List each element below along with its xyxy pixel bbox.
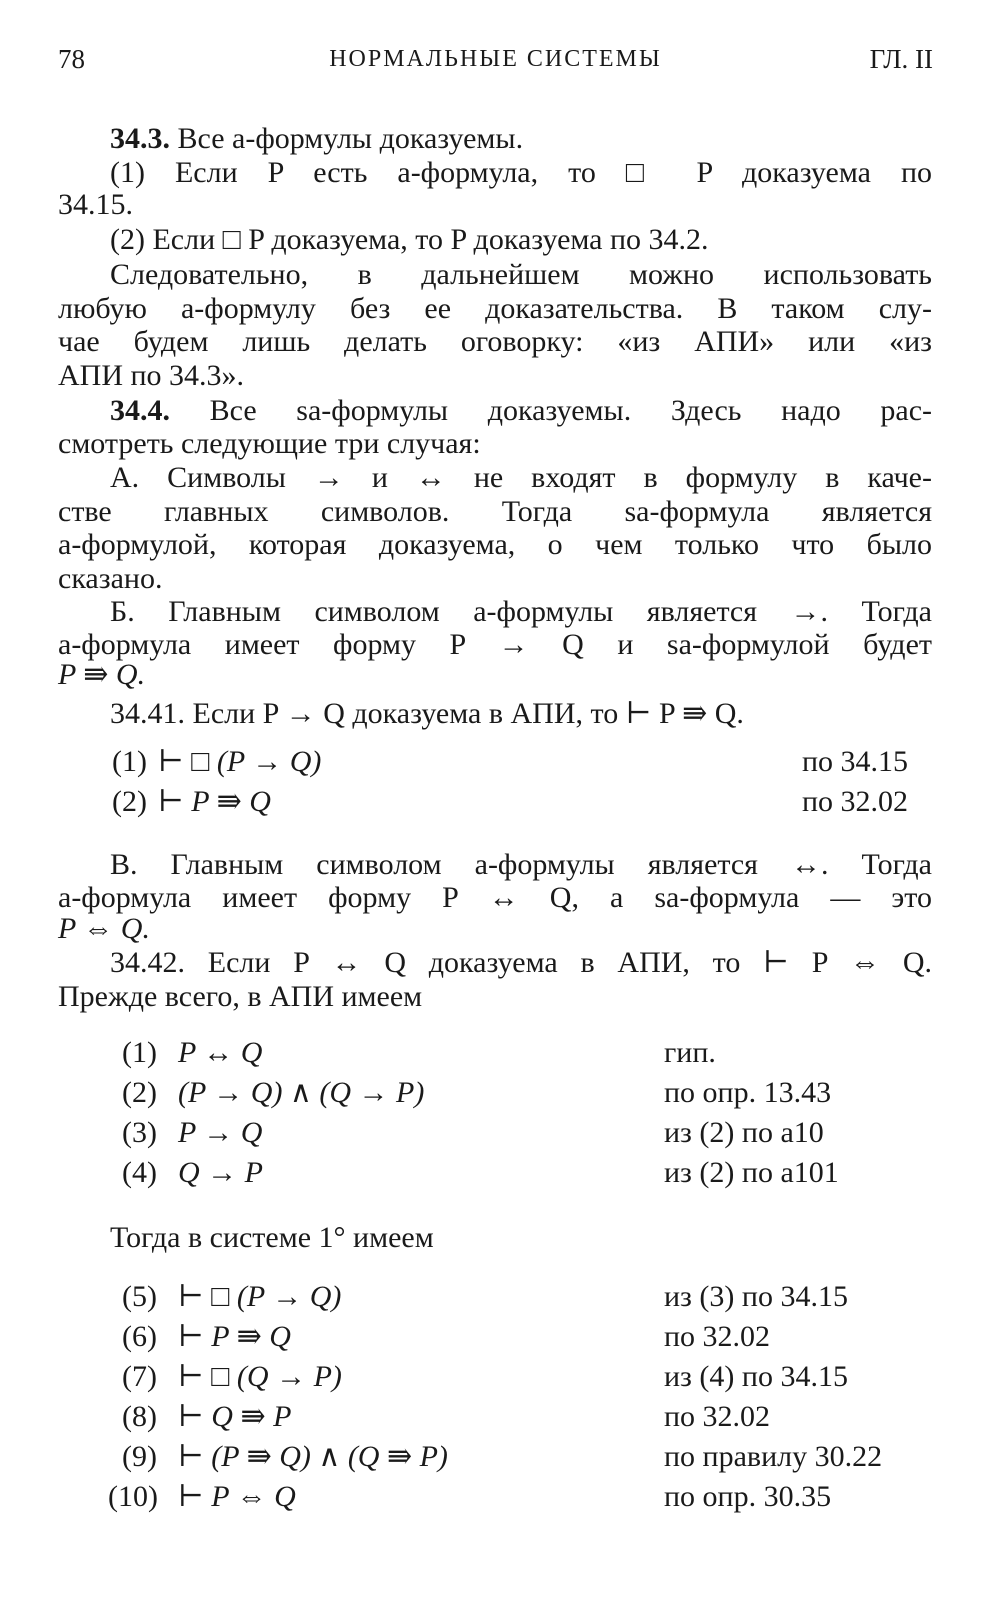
step-number: (10) — [108, 1480, 158, 1513]
step-number: (6) — [122, 1320, 157, 1353]
formula-line: P ⇛ Q. — [58, 658, 146, 691]
paragraph-line: a-формулой, которая доказуема, о чем только что было — [58, 528, 932, 561]
paragraph-line: АПИ по 34.3». — [58, 359, 245, 392]
paragraph-line: Тогда в системе 1° имеем — [110, 1221, 434, 1254]
paragraph-line: Следовательно, в дальнейшем можно использовать — [110, 258, 932, 291]
statement-number: 34.4. — [110, 394, 170, 427]
step-number: (9) — [122, 1440, 157, 1473]
step-formula: ⊢ (P ⇛ Q) ∧ (Q ⇛ P) — [178, 1440, 448, 1473]
statement-number: 34.3. — [110, 122, 170, 155]
step-formula: ⊢ P ⇛ Q — [178, 1320, 291, 1353]
step-reason: по опр. 30.35 — [664, 1480, 832, 1513]
step-formula: ⊢ □ (Q → P) — [178, 1360, 342, 1393]
formula-line: P ⇔ Q. — [58, 912, 150, 945]
step-reason: из (2) по a10 — [664, 1116, 824, 1149]
paragraph-line: сказано. — [58, 562, 163, 595]
paragraph-line: 34.15. — [58, 188, 133, 221]
paragraph-line: смотреть следующие три случая: — [58, 427, 481, 460]
step-formula: P ↔ Q — [178, 1036, 263, 1069]
step-number: (2) — [122, 1076, 157, 1109]
step-reason: по правилу 30.22 — [664, 1440, 883, 1473]
step-reason: по опр. 13.43 — [664, 1076, 832, 1109]
step-number: (7) — [122, 1360, 157, 1393]
step-formula: (P → Q) ∧ (Q → P) — [178, 1076, 425, 1109]
statement-34-4 — [58, 394, 932, 428]
step-reason: гип. — [664, 1036, 716, 1069]
paragraph-line: (2) Если □ P доказуема, то P доказуема по 34.2. — [110, 223, 709, 256]
statement-34-41: 34.41. Если P → Q доказуема в АПИ, то ⊢ P ⇛ Q. — [110, 697, 744, 730]
step-reason: из (4) по 34.15 — [664, 1360, 848, 1393]
page-number: 78 — [58, 44, 85, 74]
paragraph-line: (1) Если P есть a-формула, то □ P доказуема по — [110, 156, 932, 189]
paragraph-line: любую a-формулу без ее доказательства. В таком слу- — [58, 292, 932, 325]
step-number: (8) — [122, 1400, 157, 1433]
running-header — [58, 44, 933, 78]
step-number: (1) — [122, 1036, 157, 1069]
step-reason: по 32.02 — [664, 1400, 771, 1433]
step-number: (1) — [112, 745, 147, 778]
paragraph-line: чае будем лишь делать оговорку: «из АПИ» или «из — [58, 325, 932, 358]
statement-text: Все sa-формулы доказуемы. Здесь надо рас- — [209, 394, 933, 427]
chapter-label: ГЛ. II — [869, 44, 933, 74]
step-number: (2) — [112, 785, 147, 818]
paragraph-line: Прежде всего, в АПИ имеем — [58, 980, 423, 1013]
step-reason: по 34.15 — [802, 745, 909, 778]
step-reason: по 32.02 — [664, 1320, 771, 1353]
step-number: (4) — [122, 1156, 157, 1189]
step-reason: из (2) по a101 — [664, 1156, 839, 1189]
paragraph-line: А. Символы → и ↔ не входят в формулу в каче- — [110, 461, 932, 494]
paragraph-line: Б. Главным символом a-формулы является →. Тогда — [110, 595, 932, 628]
step-formula: ⊢ P ⇛ Q — [158, 785, 271, 818]
step-reason: по 32.02 — [802, 785, 909, 818]
step-formula: P → Q — [178, 1116, 263, 1149]
statement-text: Все a-формулы доказуемы. — [177, 122, 524, 155]
step-formula: ⊢ □ (P → Q) — [178, 1280, 342, 1313]
step-number: (3) — [122, 1116, 157, 1149]
step-reason: из (3) по 34.15 — [664, 1280, 848, 1313]
paragraph-line: стве главных символов. Тогда sa-формула является — [58, 495, 932, 528]
step-formula: ⊢ Q ⇛ P — [178, 1400, 292, 1433]
paragraph-line: В. Главным символом a-формулы является ↔. Тогда — [110, 848, 932, 881]
statement-34-42: 34.42. Если P ↔ Q доказуема в АПИ, то ⊢ P ⇔ Q. — [110, 946, 932, 979]
step-formula: ⊢ □ (P → Q) — [158, 745, 322, 778]
statement-34-3 — [58, 122, 932, 156]
running-title: НОРМАЛЬНЫЕ СИСТЕМЫ — [329, 46, 662, 72]
paragraph-line: a-формула имеет форму P → Q и sa-формулой будет — [58, 628, 932, 661]
step-formula: Q → P — [178, 1156, 263, 1189]
step-number: (5) — [122, 1280, 157, 1313]
paragraph-line: a-формула имеет форму P ↔ Q, а sa-формула — это — [58, 881, 932, 914]
step-formula: ⊢ P ⇔ Q — [178, 1480, 296, 1513]
